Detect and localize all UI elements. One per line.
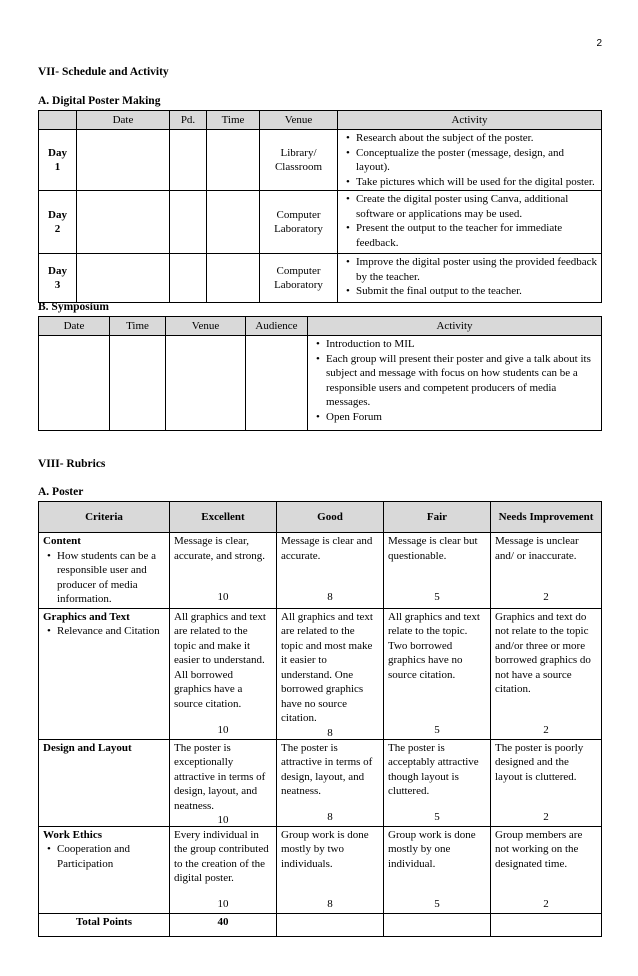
- day-label: Day: [48, 208, 67, 221]
- rubric-descriptor: Graphics and text do not relate to the topic and/or three or more borrowed graphics do not have a source citation.: [495, 610, 591, 695]
- rubric-cell-content: [495, 828, 597, 912]
- symposium-header-cell: Time: [110, 317, 166, 336]
- criteria-bullet: • Cooperation and Participation: [57, 842, 165, 871]
- activity-item: • Present the output to the teacher for immediate feedback.: [356, 221, 597, 250]
- criteria-list: [43, 549, 165, 607]
- criteria-cell: [39, 826, 170, 913]
- schedule-header-cell: Activity: [338, 111, 602, 130]
- rubric-descriptor: Message is clear, accurate, and strong.: [174, 535, 266, 562]
- rubric-cell-content: [281, 610, 379, 738]
- day-label: Day: [48, 146, 67, 159]
- day-label-cell: [39, 191, 77, 254]
- symposium-row: [39, 336, 602, 431]
- rubric-score: 8: [327, 811, 333, 823]
- rubric-cell: [491, 739, 602, 826]
- day-number: 3: [54, 279, 61, 291]
- rubric-score: 2: [543, 724, 549, 736]
- rubric-score: 5: [434, 811, 440, 823]
- rubric-row: [39, 533, 602, 609]
- subsection-title-poster: A. Poster: [38, 486, 84, 498]
- symposium-venue-cell: [166, 336, 246, 431]
- subsection-title-symposium: B. Symposium: [38, 301, 109, 313]
- rubric-score: 8: [327, 726, 333, 739]
- rubric-descriptor: All graphics and text relate to the topic. Two borrowed graphics have no source citation.: [388, 610, 480, 681]
- total-label: Total Points: [39, 913, 170, 936]
- rubric-score: 2: [543, 811, 549, 823]
- schedule-header-cell: Time: [207, 111, 260, 130]
- symposium-audience-cell: [246, 336, 308, 431]
- activity-cell: [338, 130, 602, 191]
- rubric-descriptor: Every individual in the group contributed to the creation of the digital poster.: [174, 828, 269, 884]
- activity-list: [342, 255, 597, 299]
- activity-item: • Take pictures which will be used for the digital poster.: [356, 175, 597, 190]
- period-cell: [170, 254, 207, 303]
- rubric-cell: [277, 739, 384, 826]
- rubric-header-cell: Criteria: [39, 502, 170, 533]
- symposium-header-cell: Audience: [246, 317, 308, 336]
- rubric-row: [39, 739, 602, 826]
- total-empty-cell: [384, 913, 491, 936]
- criteria-list: [43, 842, 165, 871]
- criteria-title: Graphics and Text: [43, 610, 130, 623]
- venue-cell: Library/ Classroom: [260, 130, 338, 191]
- rubric-row: [39, 608, 602, 739]
- rubric-cell-content: [281, 534, 379, 604]
- rubric-descriptor: Message is unclear and/ or inaccurate.: [495, 535, 579, 562]
- total-empty-cell: [277, 913, 384, 936]
- symposium-date-cell: [39, 336, 110, 431]
- symposium-header-cell: Venue: [166, 317, 246, 336]
- rubric-cell-content: [174, 610, 272, 738]
- rubric-cell-content: [281, 828, 379, 912]
- rubric-cell: [277, 533, 384, 609]
- date-cell: [77, 191, 170, 254]
- symposium-header-cell: Date: [39, 317, 110, 336]
- criteria-bullet: • How students can be a responsible user and producer of media information.: [57, 549, 165, 607]
- rubric-score: 8: [327, 898, 333, 910]
- symposium-time-cell: [110, 336, 166, 431]
- schedule-day-row: [39, 130, 602, 191]
- day-label: Day: [48, 264, 67, 277]
- rubric-score: 2: [543, 590, 549, 603]
- rubric-cell-content: [495, 610, 597, 738]
- section-title-rubrics: VIII- Rubrics: [38, 458, 106, 470]
- rubric-header-cell: Excellent: [170, 502, 277, 533]
- activity-cell: [338, 191, 602, 254]
- rubric-cell-content: [174, 828, 272, 912]
- rubric-score: 5: [434, 724, 440, 736]
- rubric-header-cell: Fair: [384, 502, 491, 533]
- rubric-cell: [170, 826, 277, 913]
- rubric-descriptor: The poster is acceptably attractive though layout is cluttered.: [388, 741, 479, 797]
- period-cell: [170, 130, 207, 191]
- activity-item: • Create the digital poster using Canva, additional software or applications may be used.: [356, 192, 597, 221]
- subsection-title-poster-making: A. Digital Poster Making: [38, 95, 161, 107]
- venue-cell: Computer Laboratory: [260, 191, 338, 254]
- symposium-activity-cell: [308, 336, 602, 431]
- rubric-cell-content: [388, 610, 486, 738]
- schedule-header-cell: Date: [77, 111, 170, 130]
- rubric-descriptor: All graphics and text are related to the topic and make it easier to understand. All borrowed graphics have a source citation.: [174, 610, 266, 710]
- day-label-cell: [39, 130, 77, 191]
- total-empty-cell: [491, 913, 602, 936]
- time-cell: [207, 254, 260, 303]
- rubric-descriptor: Message is clear and accurate.: [281, 535, 373, 562]
- rubric-cell: [384, 608, 491, 739]
- section-title-schedule: VII- Schedule and Activity: [38, 66, 169, 78]
- symposium-activity-item: • Open Forum: [326, 410, 597, 425]
- activity-cell: [338, 254, 602, 303]
- total-row: [39, 913, 602, 936]
- rubric-cell: [384, 533, 491, 609]
- rubric-score: 5: [434, 898, 440, 910]
- rubric-score: 10: [217, 814, 229, 826]
- schedule-day-row: [39, 254, 602, 303]
- rubric-descriptor: Group members are not working on the designated time.: [495, 828, 583, 870]
- rubric-score: 10: [217, 590, 229, 603]
- rubric-descriptor: Group work is done mostly by two individuals.: [281, 828, 369, 870]
- date-cell: [77, 130, 170, 191]
- time-cell: [207, 191, 260, 254]
- activity-item: • Improve the digital poster using the provided feedback by the teacher.: [356, 255, 597, 284]
- rubric-cell-content: [388, 534, 486, 604]
- criteria-title: Design and Layout: [43, 741, 132, 754]
- symposium-table: [38, 316, 602, 431]
- symposium-activity-item: • Each group will present their poster and give a talk about its subject and message with focus on how students can be a responsible users and competent producers of media messages.: [326, 352, 597, 410]
- day-number: 2: [54, 223, 61, 235]
- criteria-list: [43, 624, 165, 639]
- criteria-cell: [39, 739, 170, 826]
- activity-list: [342, 192, 597, 250]
- day-number: 1: [54, 161, 61, 173]
- rubric-descriptor: The poster is attractive in terms of design, layout, and neatness.: [281, 741, 373, 797]
- rubric-score: 8: [327, 590, 333, 603]
- rubric-cell: [384, 739, 491, 826]
- venue-cell: Computer Laboratory: [260, 254, 338, 303]
- schedule-header-cell: [39, 111, 77, 130]
- rubric-score: 10: [217, 898, 229, 910]
- activity-item: • Submit the final output to the teacher.: [356, 284, 597, 299]
- total-value: 40: [170, 913, 277, 936]
- rubric-cell: [277, 608, 384, 739]
- rubric-cell-content: [495, 741, 597, 825]
- rubric-header-cell: Needs Improvement: [491, 502, 602, 533]
- activity-item: • Conceptualize the poster (message, design, and layout).: [356, 146, 597, 175]
- date-cell: [77, 254, 170, 303]
- time-cell: [207, 130, 260, 191]
- page-number: 2: [596, 38, 602, 49]
- rubric-cell: [491, 533, 602, 609]
- period-cell: [170, 191, 207, 254]
- symposium-activity-item: • Introduction to MIL: [326, 337, 597, 352]
- rubric-cell: [491, 826, 602, 913]
- rubric-header-cell: Good: [277, 502, 384, 533]
- schedule-day-row: [39, 191, 602, 254]
- rubric-score: 10: [217, 724, 229, 736]
- rubric-cell: [384, 826, 491, 913]
- rubric-cell-content: [174, 534, 272, 604]
- criteria-cell: [39, 608, 170, 739]
- rubric-cell-content: [495, 534, 597, 604]
- schedule-header-cell: Pd.: [170, 111, 207, 130]
- symposium-header-row: [39, 317, 602, 336]
- activity-item: • Research about the subject of the poster.: [356, 131, 597, 146]
- symposium-header-cell: Activity: [308, 317, 602, 336]
- criteria-title: Content: [43, 535, 81, 547]
- rubric-cell: [277, 826, 384, 913]
- day-label-cell: [39, 254, 77, 303]
- rubric-header-row: [39, 502, 602, 533]
- rubric-descriptor: All graphics and text are related to the topic and most make it easier to understand. One borrowed graphics have no source citation.: [281, 610, 373, 724]
- rubric-cell: [170, 533, 277, 609]
- rubric-descriptor: The poster is exceptionally attractive in terms of design, layout, and neatness.: [174, 741, 266, 812]
- criteria-bullet: • Relevance and Citation: [57, 624, 165, 639]
- rubric-score: 5: [434, 590, 440, 603]
- rubric-cell: [170, 608, 277, 739]
- schedule-table: [38, 110, 602, 303]
- rubric-cell: [170, 739, 277, 826]
- rubric-score: 2: [543, 898, 549, 910]
- rubric-descriptor: Group work is done mostly by one individual.: [388, 828, 476, 870]
- rubric-cell-content: [388, 828, 486, 912]
- criteria-title: Work Ethics: [43, 828, 102, 841]
- rubric-cell-content: [174, 741, 272, 825]
- rubric-descriptor: Message is clear but questionable.: [388, 535, 478, 562]
- criteria-cell: [39, 533, 170, 609]
- rubric-row: [39, 826, 602, 913]
- schedule-header-row: [39, 111, 602, 130]
- rubric-cell: [491, 608, 602, 739]
- activity-list: [342, 131, 597, 189]
- rubric-cell-content: [281, 741, 379, 825]
- schedule-header-cell: Venue: [260, 111, 338, 130]
- rubric-cell-content: [388, 741, 486, 825]
- rubric-table: [38, 501, 602, 937]
- rubric-descriptor: The poster is poorly designed and the layout is cluttered.: [495, 741, 584, 783]
